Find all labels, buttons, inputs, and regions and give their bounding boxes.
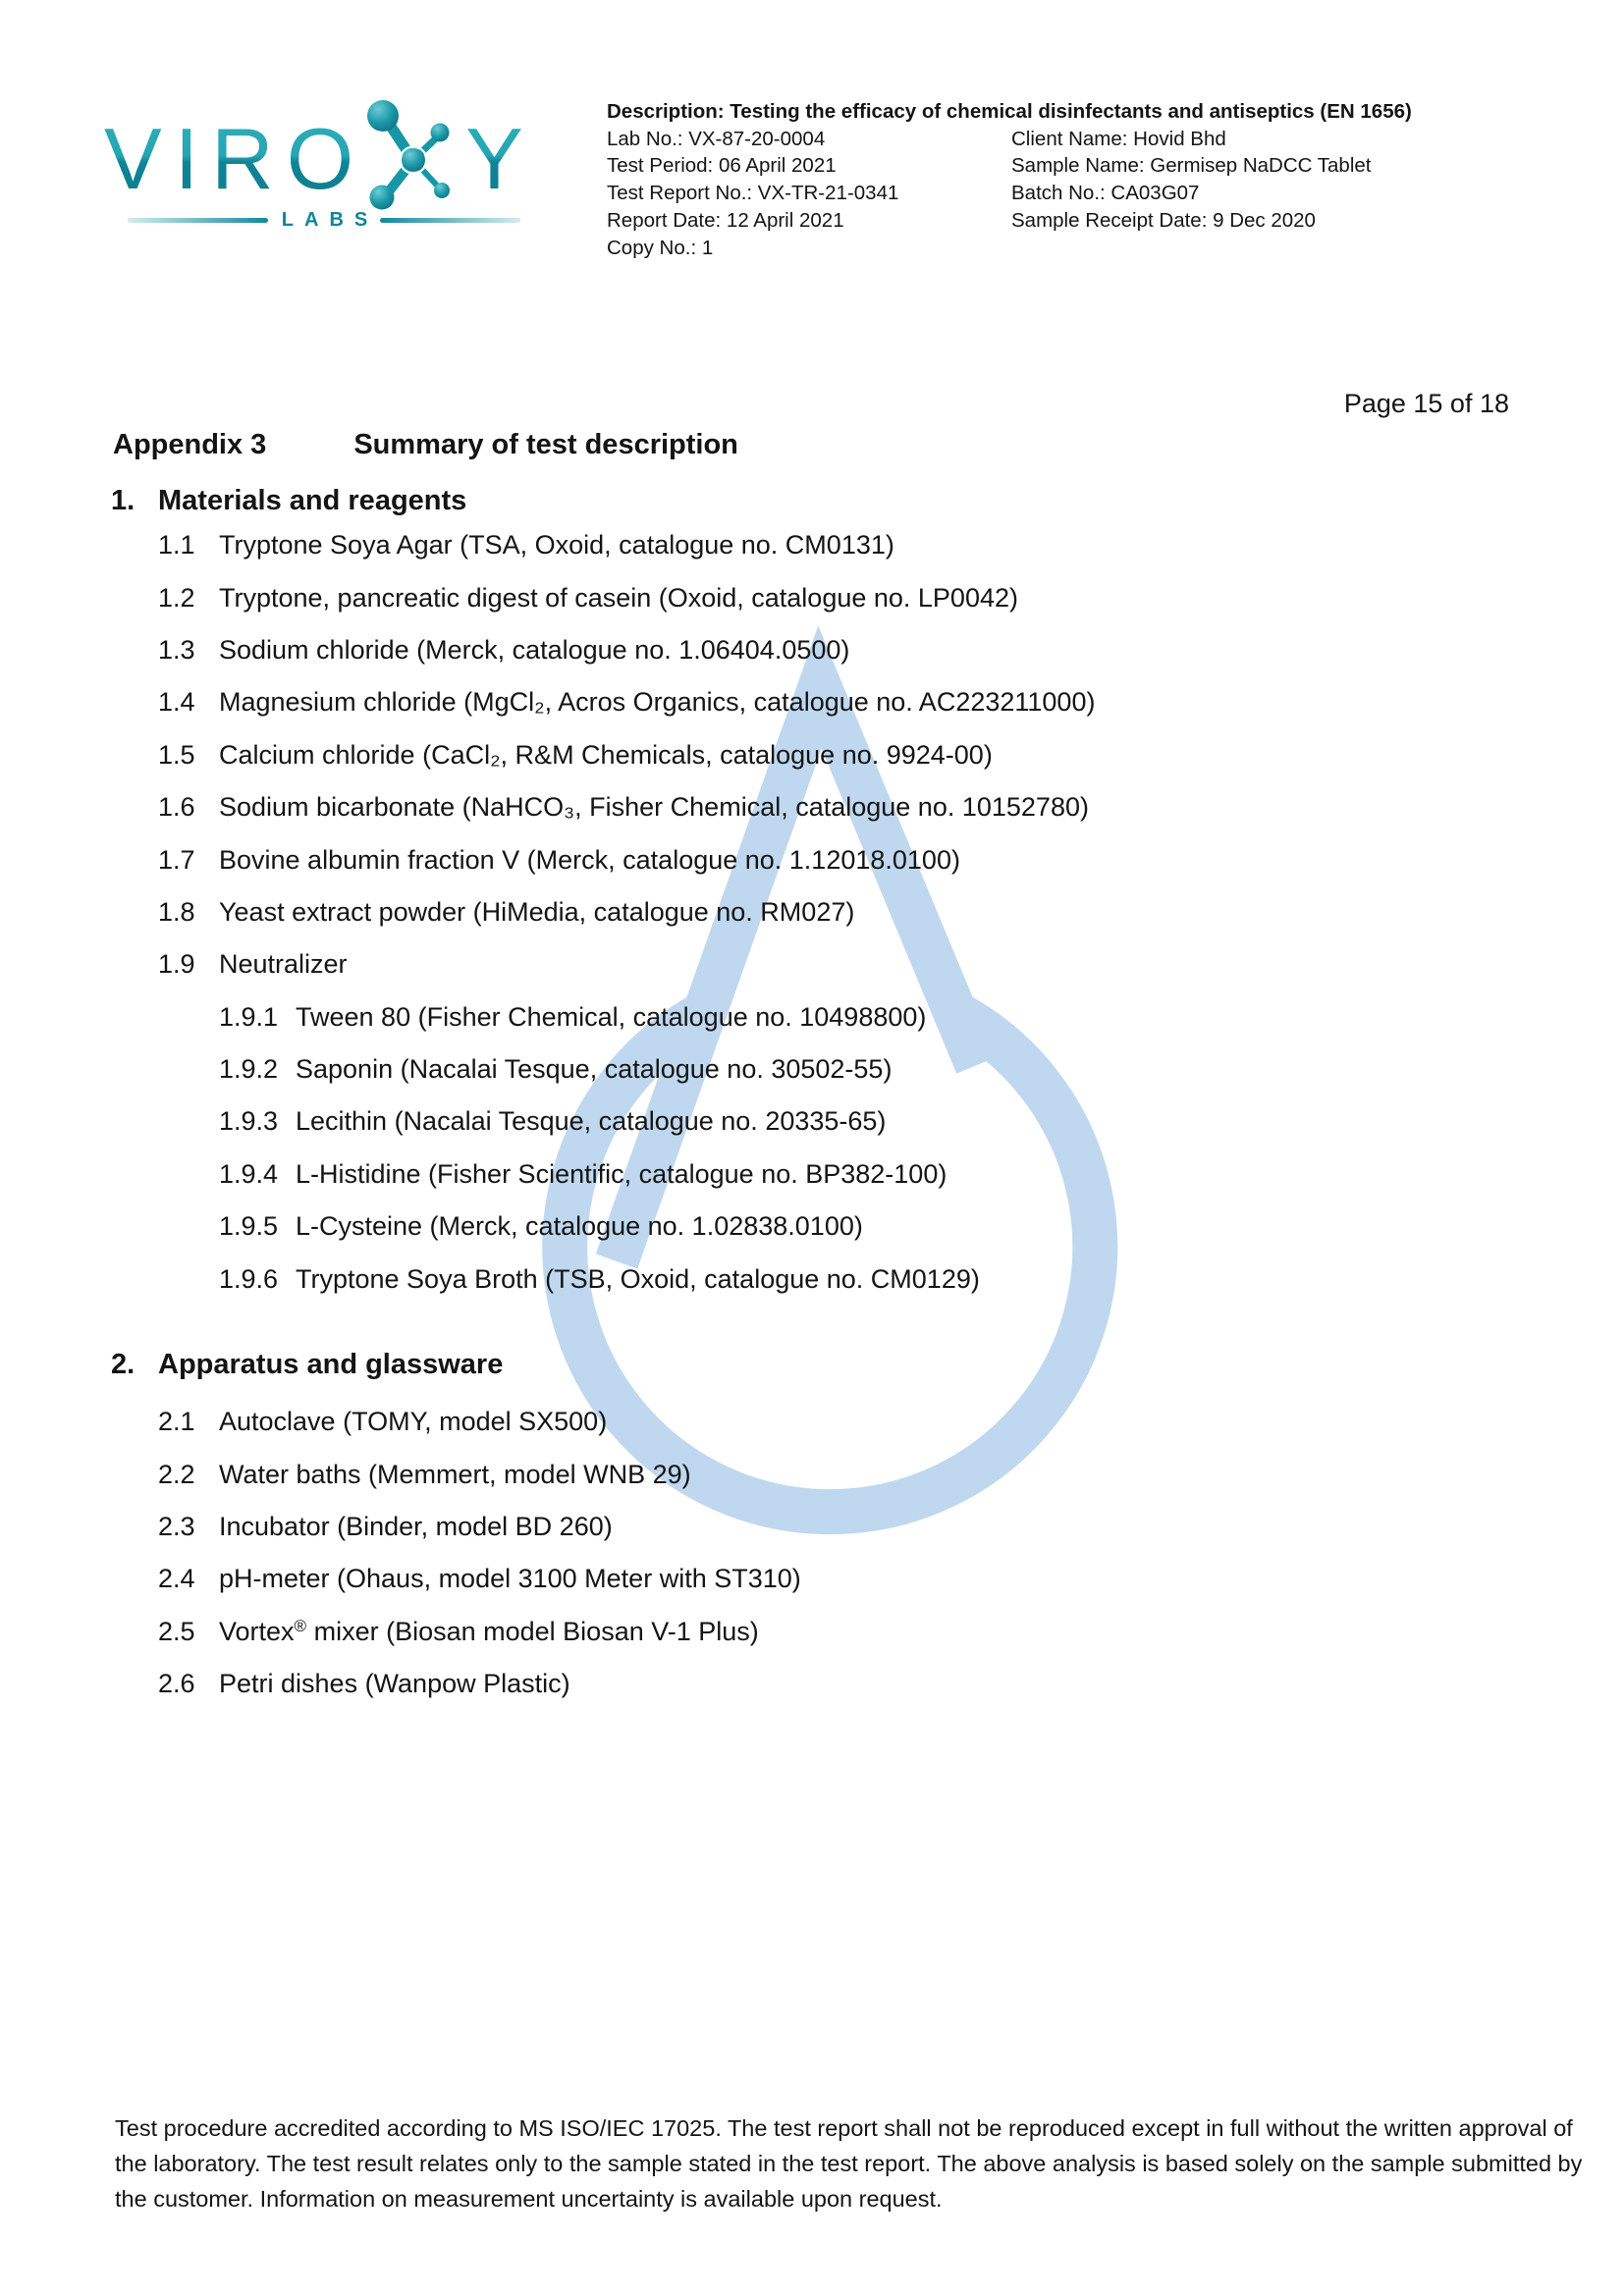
section-number: 1. (111, 485, 135, 516)
item-text: Neutralizer (219, 949, 348, 980)
item-text: Petri dishes (Wanpow Plastic) (219, 1669, 570, 1699)
list-subitem (0, 1095, 1624, 1148)
item-text: Bovine albumin fraction V (Merck, catalogue no. 1.12018.0100) (219, 844, 960, 875)
header-field-sample-name: Sample Name: Germisep NaDCC Tablet (1011, 154, 1372, 178)
item-text-pre: Vortex (219, 1616, 295, 1646)
item-number: 2.6 (158, 1669, 195, 1699)
logo-rule-right (380, 218, 520, 223)
item-number: 1.1 (158, 530, 195, 561)
item-number: 1.9.1 (219, 1001, 279, 1032)
list-item (0, 1606, 1624, 1658)
item-number: 1.2 (158, 582, 195, 613)
header-field-copy-no: Copy No.: 1 (607, 236, 714, 259)
item-number: 1.9.2 (219, 1054, 279, 1085)
item-text: L-Cysteine (Merck, catalogue no. 1.02838.0100) (296, 1211, 863, 1242)
item-number: 1.9.4 (219, 1158, 279, 1189)
list-subitem (0, 991, 1624, 1043)
item-text: Water baths (Memmert, model WNB 29) (219, 1459, 691, 1489)
header-left-column (607, 126, 1011, 262)
list-subitem (0, 1148, 1624, 1201)
list-subitem (0, 1253, 1624, 1305)
list-item (0, 938, 1624, 990)
item-text: Sodium bicarbonate (NaHCO₃, Fisher Chemical, catalogue no. 10152780) (219, 792, 1089, 823)
list-item (0, 519, 1624, 571)
item-text: Tryptone Soya Agar (TSA, Oxoid, catalogue no. CM0131) (219, 530, 894, 561)
list-item (0, 571, 1624, 623)
item-text: Sodium chloride (Merck, catalogue no. 1.06404.0500) (219, 634, 850, 665)
logo-letter: V (104, 110, 162, 207)
header-field-report-date: Report Date: 12 April 2021 (607, 208, 844, 232)
page-number: Page 15 of 18 (1343, 389, 1509, 418)
item-number: 1.8 (158, 896, 195, 927)
item-number: 1.9.5 (219, 1211, 279, 1242)
item-number: 2.1 (158, 1407, 195, 1437)
appendix-heading (113, 429, 738, 461)
item-text (219, 1617, 759, 1647)
logo-letter: I (174, 110, 199, 207)
logo-letter: Y (465, 110, 523, 207)
header-field-test-report-no: Test Report No.: VX-TR-21-0341 (607, 182, 899, 205)
header-right-column (1011, 126, 1589, 262)
item-number: 1.4 (158, 687, 195, 718)
list-item (0, 1658, 1624, 1710)
item-text: Saponin (Nacalai Tesque, catalogue no. 30502-55) (296, 1054, 893, 1085)
item-text: Yeast extract powder (HiMedia, catalogue no. RM027) (219, 896, 855, 927)
item-text: Incubator (Binder, model BD 260) (219, 1511, 613, 1541)
apparatus-list (0, 1396, 1624, 1710)
molecule-x-icon (366, 98, 453, 212)
item-text: L-Histidine (Fisher Scientific, catalogue no. BP382-100) (296, 1158, 947, 1189)
section-number: 2. (111, 1349, 135, 1380)
header-field-test-period: Test Period: 06 April 2021 (607, 154, 837, 178)
logo-sub-row (128, 209, 520, 232)
list-item (0, 886, 1624, 938)
item-number: 1.7 (158, 844, 195, 875)
item-number: 1.6 (158, 792, 195, 823)
item-number: 2.2 (158, 1459, 195, 1489)
item-text: Lecithin (Nacalai Tesque, catalogue no. 20335-65) (296, 1106, 887, 1137)
footer-note (115, 2110, 1582, 2216)
footer-line: the customer. Information on measurement uncertainty is available upon request. (115, 2186, 943, 2212)
item-text: Tryptone, pancreatic digest of casein (Oxoid, catalogue no. LP0042) (219, 582, 1018, 613)
item-text: Tween 80 (Fisher Chemical, catalogue no. 10498800) (296, 1001, 927, 1032)
logo-letter: R (211, 110, 274, 207)
logo-letter: O (286, 110, 354, 207)
item-number: 1.9.3 (219, 1106, 279, 1137)
item-number: 2.4 (158, 1564, 195, 1594)
item-text: Magnesium chloride (MgCl₂, Acros Organics, catalogue no. AC223211000) (219, 687, 1096, 718)
item-number: 2.3 (158, 1511, 195, 1541)
footer-line: Test procedure accredited according to MS ISO/IEC 17025. The test report shall not be reproduced except in full without the written approval of (115, 2115, 1573, 2141)
list-item (0, 781, 1624, 833)
brand-logo (104, 90, 548, 232)
list-item (0, 1553, 1624, 1605)
item-number: 1.5 (158, 739, 195, 770)
list-item (0, 1448, 1624, 1500)
section-heading-apparatus (0, 1349, 1624, 1381)
list-item (0, 676, 1624, 728)
list-subitem (0, 1043, 1624, 1095)
logo-wordmark (104, 90, 548, 207)
report-description: Description: Testing the efficacy of chemical disinfectants and antiseptics (EN 1656) (607, 100, 1412, 123)
item-text-post: mixer (Biosan model Biosan V-1 Plus) (306, 1616, 759, 1646)
header-field-batch-no: Batch No.: CA03G07 (1011, 182, 1200, 205)
item-number: 2.5 (158, 1616, 195, 1646)
appendix-title: Summary of test description (353, 429, 738, 460)
list-item (0, 833, 1624, 885)
logo-sub-label: LABS (281, 209, 379, 231)
section-title: Materials and reagents (158, 485, 467, 516)
header-field-client-name: Client Name: Hovid Bhd (1011, 127, 1226, 150)
section-heading-materials (0, 485, 1624, 517)
footer-line: the laboratory. The test result relates only to the sample stated in the test report. The above analysis is based solely on the sample submitted by (115, 2151, 1583, 2176)
item-text: Autoclave (TOMY, model SX500) (219, 1407, 608, 1437)
item-text: pH-meter (Ohaus, model 3100 Meter with ST310) (219, 1564, 801, 1594)
item-number: 1.9.6 (219, 1263, 279, 1294)
item-number: 1.9 (158, 949, 195, 980)
section-title: Apparatus and glassware (158, 1349, 504, 1380)
item-number: 1.3 (158, 634, 195, 665)
list-item (0, 1501, 1624, 1553)
logo-rule-left (128, 218, 268, 223)
materials-list (0, 519, 1624, 1306)
item-text: Tryptone Soya Broth (TSB, Oxoid, catalogue no. CM0129) (296, 1263, 980, 1294)
report-header (607, 98, 1589, 261)
list-item (0, 624, 1624, 676)
list-subitem (0, 1201, 1624, 1253)
registered-trademark-superscript: ® (294, 1616, 307, 1635)
list-item (0, 1396, 1624, 1448)
appendix-label: Appendix 3 (113, 429, 267, 460)
header-field-lab-no: Lab No.: VX-87-20-0004 (607, 127, 826, 150)
item-text: Calcium chloride (CaCl₂, R&M Chemicals, catalogue no. 9924-00) (219, 739, 993, 770)
header-field-sample-receipt-date: Sample Receipt Date: 9 Dec 2020 (1011, 208, 1316, 232)
list-item (0, 729, 1624, 781)
